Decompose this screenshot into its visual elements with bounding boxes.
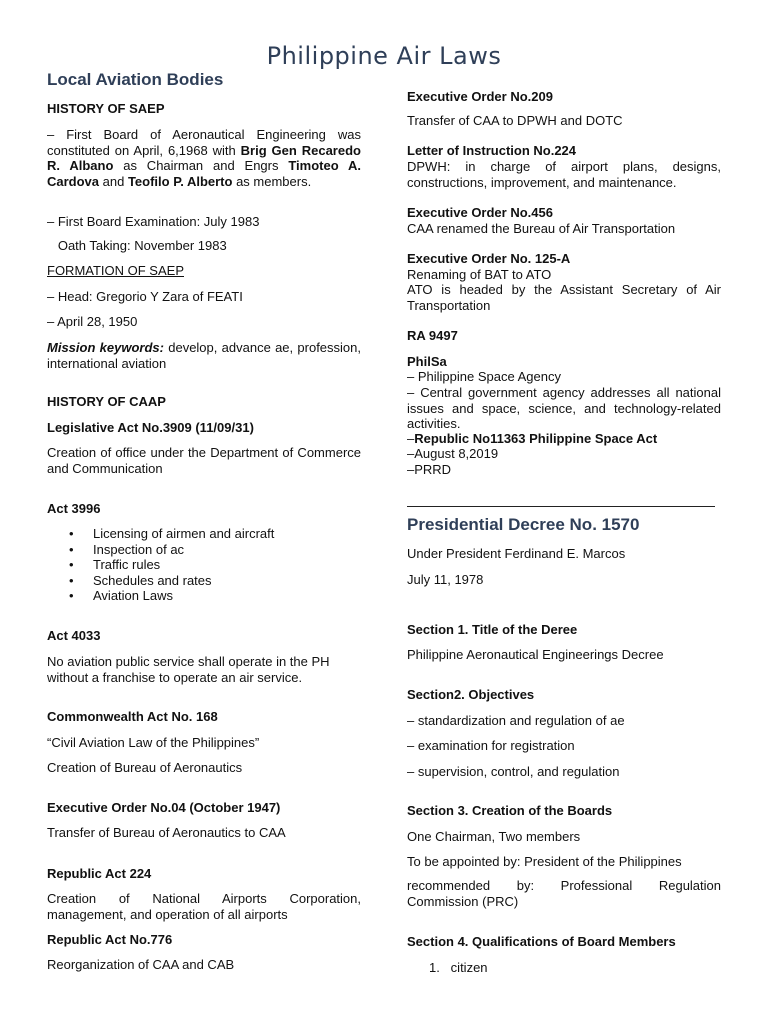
section-1-heading: Section 1. Title of the Deree bbox=[407, 622, 578, 637]
saep-date: – April 28, 1950 bbox=[47, 314, 138, 329]
list-item: • Licensing of airmen and aircraft bbox=[47, 526, 361, 542]
ra-9497-heading: RA 9497 bbox=[407, 328, 458, 343]
local-aviation-bodies-heading: Local Aviation Bodies bbox=[47, 70, 224, 89]
section-4-heading: Section 4. Qualifications of Board Members bbox=[407, 934, 676, 949]
legislative-act-3909-heading: Legislative Act No.3909 (11/09/31) bbox=[47, 420, 254, 435]
section-2-item: – examination for registration bbox=[407, 738, 575, 753]
section-2-item: – supervision, control, and regulation bbox=[407, 764, 620, 779]
executive-order-209-heading: Executive Order No.209 bbox=[407, 89, 553, 104]
republic-act-776-text: Reorganization of CAA and CAB bbox=[47, 957, 235, 972]
republic-act-776-heading: Republic Act No.776 bbox=[47, 932, 173, 947]
philsa-heading: PhilSa bbox=[407, 354, 447, 369]
act-4033-heading: Act 4033 bbox=[47, 628, 101, 643]
saep-history-paragraph: – First Board of Aeronautical Engineering was constituted on April, 6,1968 with Brig Gen Recaredo R. Albano as Chairman and Engrs Timoteo A. Cardova and Teofilo P. Alberto as members. bbox=[47, 127, 361, 189]
pd-1570-heading: Presidential Decree No. 1570 bbox=[407, 515, 640, 534]
list-item: • Inspection of ac bbox=[47, 542, 361, 558]
saep-head: – Head: Gregorio Y Zara of FEATI bbox=[47, 289, 243, 304]
executive-order-125a-line1: Renaming of BAT to ATO bbox=[407, 267, 552, 282]
act-3996-list bbox=[47, 526, 361, 604]
section-divider bbox=[407, 506, 715, 507]
section-2-item: – standardization and regulation of ae bbox=[407, 713, 625, 728]
commonwealth-act-168-heading: Commonwealth Act No. 168 bbox=[47, 709, 218, 724]
oath-taking: Oath Taking: November 1983 bbox=[47, 238, 227, 253]
section-4-item: 1. citizen bbox=[429, 960, 488, 975]
section-3-line3: recommended by: Professional Regulation Commission (PRC) bbox=[407, 878, 721, 909]
commonwealth-act-168-text: Creation of Bureau of Aeronautics bbox=[47, 760, 243, 775]
section-1-text: Philippine Aeronautical Engineerings Decree bbox=[407, 647, 664, 662]
philsa-line5: –PRRD bbox=[407, 462, 452, 477]
section-2-heading: Section2. Objectives bbox=[407, 687, 535, 702]
section-3-heading: Section 3. Creation of the Boards bbox=[407, 803, 613, 818]
act-3996-heading: Act 3996 bbox=[47, 501, 101, 516]
first-board-exam: – First Board Examination: July 1983 bbox=[47, 214, 260, 229]
page-title: Philippine Air Laws bbox=[266, 42, 502, 70]
executive-order-125a-heading: Executive Order No. 125-A bbox=[407, 251, 571, 266]
commonwealth-act-168-quote: “Civil Aviation Law of the Philippines” bbox=[47, 735, 260, 750]
philsa-line1: – Philippine Space Agency bbox=[407, 369, 561, 384]
executive-order-04-heading: Executive Order No.04 (October 1947) bbox=[47, 800, 281, 815]
pd-1570-date: July 11, 1978 bbox=[407, 572, 484, 587]
philsa-line4: –August 8,2019 bbox=[407, 446, 499, 461]
list-item: • Traffic rules bbox=[47, 557, 361, 573]
list-item: • Schedules and rates bbox=[47, 573, 361, 589]
executive-order-209-text: Transfer of CAA to DPWH and DOTC bbox=[407, 113, 623, 128]
letter-of-instruction-224-heading: Letter of Instruction No.224 bbox=[407, 143, 577, 158]
section-3-line1: One Chairman, Two members bbox=[407, 829, 581, 844]
caap-history-heading: HISTORY OF CAAP bbox=[47, 394, 166, 409]
legislative-act-3909-text: Creation of office under the Department of Commerce and Communication bbox=[47, 445, 361, 476]
executive-order-456-text: CAA renamed the Bureau of Air Transportation bbox=[407, 221, 676, 236]
executive-order-456-heading: Executive Order No.456 bbox=[407, 205, 553, 220]
act-4033-text: No aviation public service shall operate in the PH without a franchise to operate an air service. bbox=[47, 654, 330, 685]
section-3-line2: To be appointed by: President of the Philippines bbox=[407, 854, 682, 869]
letter-of-instruction-224-text: DPWH: in charge of airport plans, designs, constructions, improvement, and maintenance. bbox=[407, 159, 721, 190]
philsa-line2: – Central government agency addresses all national issues and space, science, and technology-related activities. bbox=[407, 385, 721, 431]
executive-order-125a-line2: ATO is headed by the Assistant Secretary of Air Transportation bbox=[407, 282, 721, 313]
list-item: • Aviation Laws bbox=[47, 588, 361, 604]
executive-order-04-text: Transfer of Bureau of Aeronautics to CAA bbox=[47, 825, 286, 840]
mission-keywords: Mission keywords: develop, advance ae, profession, international aviation bbox=[47, 340, 361, 371]
saep-history-heading: HISTORY OF SAEP bbox=[47, 101, 165, 116]
formation-heading: FORMATION OF SAEP bbox=[47, 263, 184, 278]
philsa-line3: –Republic No11363 Philippine Space Act bbox=[407, 431, 658, 446]
republic-act-224-heading: Republic Act 224 bbox=[47, 866, 152, 881]
pd-1570-under: Under President Ferdinand E. Marcos bbox=[407, 546, 626, 561]
republic-act-224-text: Creation of National Airports Corporation, management, and operation of all airports bbox=[47, 891, 361, 922]
